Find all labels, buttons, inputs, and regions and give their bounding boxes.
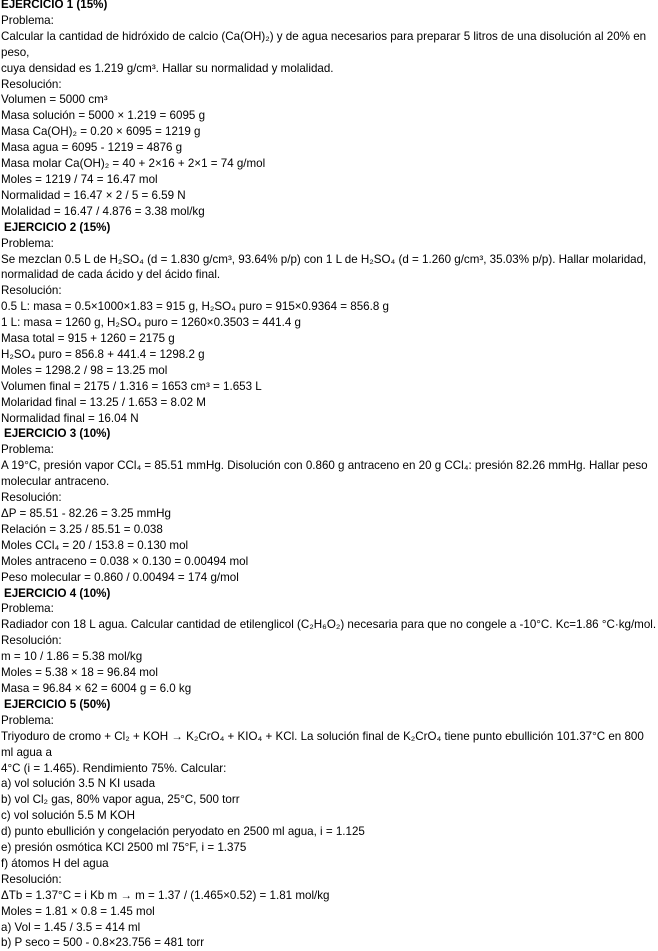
resolution-line: Volumen = 5000 cm³ [1,93,108,107]
resolution-line: ΔTb = 1.37°C = i Kb m → m = 1.37 / (1.465×0.52) = 1.81 mol/kg [1,888,330,902]
exercise-5-title: EJERCICIO 5 (50%) [4,697,111,711]
problem-text-line: Radiador con 18 L agua. Calcular cantidad de etilenglicol (C₂H₆O₂) necesaria para que no congele a -10°C. Kc=1.86 °C·kg/mol. [1,618,657,632]
resolution-line: Peso molecular = 0.860 / 0.00494 = 174 g/mol [1,570,239,584]
resolution-line: Masa = 96.84 × 62 = 6004 g = 6.0 kg [1,681,192,695]
resolution-line: Moles antraceno = 0.038 × 0.130 = 0.00494 mol [1,554,249,568]
resolution-label: Resolución: [1,77,62,91]
resolution-line: Moles CCl₄ = 20 / 153.8 = 0.130 mol [1,538,189,552]
resolution-line: Masa molar Ca(OH)₂ = 40 + 2×16 + 2×1 = 74 g/mol [1,157,266,171]
resolution-line: b) P seco = 500 - 0.8×23.756 = 481 torr [1,936,205,950]
exercise-2-title: EJERCICIO 2 (15%) [4,220,111,234]
problem-text-line: molecular antraceno. [1,475,110,489]
resolution-line: Relación = 3.25 / 85.51 = 0.038 [1,522,163,536]
problem-label: Problema: [1,602,54,616]
problem-label: Problema: [1,236,54,250]
problem-text-line: a) vol solución 3.5 N KI usada [1,777,156,791]
resolution-line: Normalidad final = 16.04 N [1,411,139,425]
resolution-line: Moles = 5.38 × 18 = 96.84 mol [1,666,158,680]
resolution-label: Resolución: [1,634,62,648]
resolution-line: Molalidad = 16.47 / 4.876 = 3.38 mol/kg [1,204,205,218]
resolution-line: Molaridad final = 13.25 / 1.653 = 8.02 M [1,395,206,409]
problem-label: Problema: [1,443,54,457]
resolution-line: Masa agua = 6095 - 1219 = 4876 g [1,141,183,155]
problem-text-line: Se mezclan 0.5 L de H₂SO₄ (d = 1.830 g/cm³, 93.64% p/p) con 1 L de H₂SO₄ (d = 1.260 g/cm³, 35.03% p/p). Hallar molaridad, [1,252,647,266]
problem-text-line: cuya densidad es 1.219 g/cm³. Hallar su normalidad y molalidad. [1,61,334,75]
problem-label: Problema: [1,713,54,727]
resolution-line: H₂SO₄ puro = 856.8 + 441.4 = 1298.2 g [1,347,205,361]
resolution-line: a) Vol = 1.45 / 3.5 = 414 ml [1,920,141,934]
problem-text-line: f) átomos H del agua [1,856,109,870]
exercise-3-title: EJERCICIO 3 (10%) [4,427,111,441]
resolution-line: Masa solución = 5000 × 1.219 = 6095 g [1,109,206,123]
resolution-label: Resolución: [1,872,62,886]
problem-text-line: A 19°C, presión vapor CCl₄ = 85.51 mmHg. Disolución con 0.860 g antraceno en 20 g CCl₄: presión 82.26 mmHg. Hallar peso [1,459,648,473]
resolution-line: Volumen final = 2175 / 1.316 = 1653 cm³ = 1.653 L [1,379,262,393]
resolution-line: Moles = 1.81 × 0.8 = 1.45 mol [1,904,155,918]
resolution-line: Moles = 1219 / 74 = 16.47 mol [1,172,158,186]
problem-text-line: Triyoduro de cromo + Cl₂ + KOH → K₂CrO₄ + KIO₄ + KCl. La solución final de K₂CrO₄ tiene punto ebullición 101.37°C en 800 ml agua a [1,729,648,759]
resolution-label: Resolución: [1,491,62,505]
problem-text-line: 4°C (i = 1.465). Rendimiento 75%. Calcular: [1,761,227,775]
problem-text-line: normalidad de cada ácido y del ácido final. [1,268,221,282]
resolution-line: 0.5 L: masa = 0.5×1000×1.83 = 915 g, H₂SO₄ puro = 915×0.9364 = 856.8 g [1,300,389,314]
problem-text-line: d) punto ebullición y congelación peryodato en 2500 ml agua, i = 1.125 [1,825,365,839]
exercise-1-title: EJERCICIO 1 (15%) [1,0,108,11]
problem-text-line: e) presión osmótica KCl 2500 ml 75°F, i = 1.375 [1,841,247,855]
resolution-line: Moles = 1298.2 / 98 = 13.25 mol [1,363,168,377]
problem-text-line: Calcular la cantidad de hidróxido de calcio (Ca(OH)₂) y de agua necesarios para preparar 5 litros de una disolución al 20% en peso, [1,29,650,59]
problem-text-line: c) vol solución 5.5 M KOH [1,809,136,823]
problem-text-line: b) vol Cl₂ gas, 80% vapor agua, 25°C, 500 torr [1,793,240,807]
resolution-line: 1 L: masa = 1260 g, H₂SO₄ puro = 1260×0.3503 = 441.4 g [1,316,301,330]
resolution-line: Masa total = 915 + 1260 = 2175 g [1,332,175,346]
resolution-line: Masa Ca(OH)₂ = 0.20 × 6095 = 1219 g [1,125,201,139]
resolution-line: m = 10 / 1.86 = 5.38 mol/kg [1,650,143,664]
problem-label: Problema: [1,13,54,27]
resolution-line: ΔP = 85.51 - 82.26 = 3.25 mmHg [1,507,171,520]
resolution-line: Normalidad = 16.47 × 2 / 5 = 6.59 N [1,188,186,202]
resolution-label: Resolución: [1,284,62,298]
exercise-4-title: EJERCICIO 4 (10%) [4,586,111,600]
